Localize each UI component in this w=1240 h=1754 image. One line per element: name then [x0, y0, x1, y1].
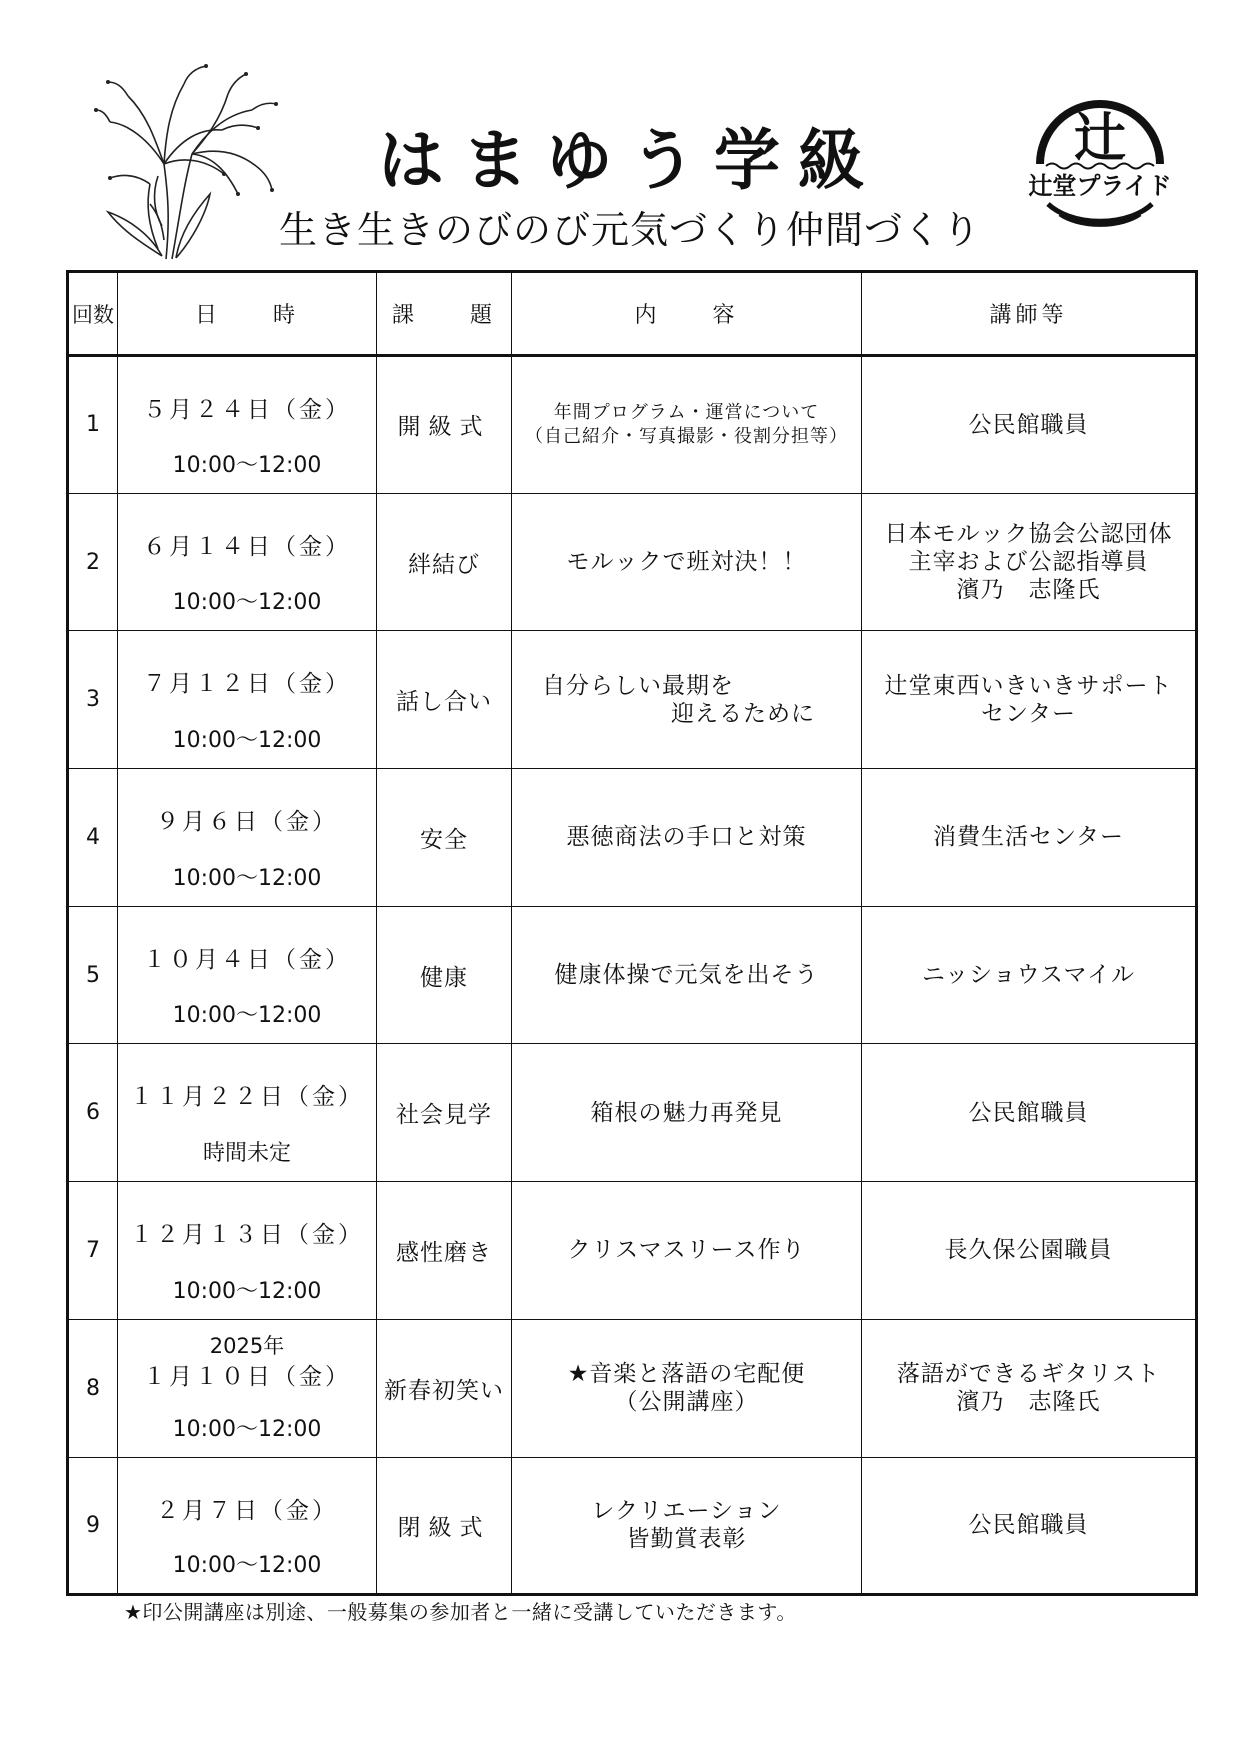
- content-line: 皆勤賞表彰: [626, 1526, 747, 1553]
- session-subject: 閉級式: [377, 1457, 512, 1595]
- session-time: 10:00～12:00: [172, 452, 322, 478]
- row-datetime: [118, 493, 377, 631]
- row-number: 4: [68, 769, 118, 907]
- header-content: 内 容: [512, 272, 862, 356]
- session-date: ７月１２日（金）: [143, 671, 351, 698]
- header-subject: 課 題: [377, 272, 512, 356]
- table-row: [68, 1457, 1197, 1595]
- row-number: 7: [68, 1182, 118, 1320]
- content-line: 自分らしい最期を: [542, 672, 734, 699]
- row-datetime: [118, 1457, 377, 1595]
- content-line: 年間プログラム・運営について: [553, 401, 820, 423]
- content-line: 迎えるために: [671, 700, 815, 727]
- schedule-table: [66, 270, 1198, 1596]
- session-subject: 開級式: [377, 356, 512, 494]
- row-number: 2: [68, 493, 118, 631]
- session-date: ５月２４日（金）: [143, 397, 351, 423]
- content-line: 健康体操で元気を出そう: [554, 962, 819, 989]
- content-line: 悪徳商法の手口と対策: [566, 824, 807, 851]
- session-time: 10:00～12:00: [172, 1003, 322, 1029]
- session-teacher: [862, 493, 1197, 631]
- table-row: [68, 906, 1197, 1044]
- page-subtitle: 生き生きのびのび元気づくり仲間づくり: [278, 208, 981, 252]
- session-time: 10:00～12:00: [172, 1416, 322, 1442]
- session-content: [512, 906, 862, 1044]
- session-teacher: [862, 769, 1197, 907]
- session-content: [512, 631, 862, 769]
- row-number: 5: [68, 906, 118, 1044]
- session-subject: 安全: [377, 769, 512, 907]
- teacher-line: 消費生活センター: [932, 824, 1125, 851]
- session-time: 10:00～12:00: [172, 590, 322, 616]
- row-datetime: [118, 1319, 377, 1457]
- session-content: [512, 356, 862, 494]
- session-date: １２月１３日（金）: [130, 1222, 364, 1249]
- content-line: クリスマスリース作り: [567, 1237, 806, 1264]
- teacher-line: 濱乃 志隆氏: [956, 577, 1101, 604]
- table-header-row: [68, 272, 1197, 356]
- session-time: 10:00～12:00: [172, 1553, 322, 1579]
- session-date: ６月１４日（金）: [143, 533, 351, 560]
- session-content: [512, 769, 862, 907]
- row-number: 8: [68, 1319, 118, 1457]
- teacher-line: 辻堂東西いきいきサポート: [884, 672, 1173, 699]
- content-line: レクリエーション: [591, 1498, 782, 1525]
- table-row: [68, 356, 1197, 494]
- header-datetime: 日 時: [118, 272, 377, 356]
- content-line: モルックで班対決！！: [566, 549, 807, 576]
- header-teacher: 講師等: [862, 272, 1197, 356]
- table-row: [68, 631, 1197, 769]
- teacher-line: 公民館職員: [968, 411, 1089, 438]
- session-teacher: [862, 1182, 1197, 1320]
- session-teacher: [862, 631, 1197, 769]
- row-number: 3: [68, 631, 118, 769]
- session-teacher: [862, 356, 1197, 494]
- session-year: 2025年: [209, 1333, 285, 1358]
- table-row: [68, 1182, 1197, 1320]
- logo-glyph: 辻: [1073, 110, 1127, 168]
- teacher-line: 主宰および公認指導員: [908, 549, 1149, 576]
- teacher-line: 落語ができるギタリスト: [896, 1361, 1161, 1388]
- content-line: （公開講座）: [614, 1389, 759, 1416]
- session-teacher: [862, 1044, 1197, 1182]
- session-content: [512, 1457, 862, 1595]
- row-datetime: [118, 631, 377, 769]
- session-date: ２月７日（金）: [156, 1497, 338, 1524]
- session-time: 時間未定: [202, 1141, 291, 1167]
- session-date: １１月２２日（金）: [130, 1084, 364, 1111]
- session-subject: 話し合い: [377, 631, 512, 769]
- teacher-line: センター: [980, 700, 1077, 727]
- logo-text: 辻堂プライド: [1028, 173, 1172, 200]
- session-time: 10:00～12:00: [172, 728, 322, 754]
- teacher-line: 長久保公園職員: [944, 1237, 1113, 1264]
- row-datetime: [118, 1044, 377, 1182]
- session-teacher: [862, 906, 1197, 1044]
- page-title: はまゆう学級: [378, 122, 882, 199]
- table-row: [68, 1319, 1197, 1457]
- tsujido-pride-logo: [1018, 86, 1180, 246]
- session-date: １０月４日（金）: [143, 946, 351, 973]
- session-subject: 感性磨き: [377, 1182, 512, 1320]
- session-teacher: [862, 1319, 1197, 1457]
- table-row: [68, 1044, 1197, 1182]
- row-number: 6: [68, 1044, 118, 1182]
- session-time: 10:00～12:00: [172, 1278, 322, 1304]
- session-subject: 健康: [377, 906, 512, 1044]
- row-number: 9: [68, 1457, 118, 1595]
- session-content: [512, 1044, 862, 1182]
- row-number: 1: [68, 356, 118, 494]
- header-count: 回数: [68, 272, 118, 356]
- table-row: [68, 493, 1197, 631]
- logo-emblem: [1018, 86, 1180, 246]
- teacher-line: 濱乃 志隆氏: [956, 1389, 1101, 1416]
- session-content: [512, 1182, 862, 1320]
- session-time: 10:00～12:00: [172, 865, 322, 891]
- content-line: 箱根の魅力再発見: [590, 1099, 783, 1126]
- teacher-line: 日本モルック協会公認団体: [884, 521, 1173, 548]
- table-row: [68, 769, 1197, 907]
- session-content: [512, 493, 862, 631]
- teacher-line: 公民館職員: [968, 1099, 1089, 1126]
- teacher-line: 公民館職員: [968, 1512, 1089, 1539]
- session-subject: 社会見学: [377, 1044, 512, 1182]
- session-teacher: [862, 1457, 1197, 1595]
- row-datetime: [118, 769, 377, 907]
- session-subject: 絆結び: [377, 493, 512, 631]
- session-content: [512, 1319, 862, 1457]
- row-datetime: [118, 1182, 377, 1320]
- row-datetime: [118, 356, 377, 494]
- footnote: ★印公開講座は別途、一般募集の参加者と一緒に受講していただきます。: [124, 1600, 797, 1624]
- content-line: （自己紹介・写真撮影・役割分担等）: [525, 425, 848, 447]
- session-date: １月１０日（金）: [143, 1363, 351, 1390]
- session-subject: 新春初笑い: [377, 1319, 512, 1457]
- content-line: ★音楽と落語の宅配便: [567, 1361, 806, 1388]
- session-date: ９月６日（金）: [156, 809, 338, 836]
- row-datetime: [118, 906, 377, 1044]
- teacher-line: ニッショウスマイル: [921, 962, 1135, 989]
